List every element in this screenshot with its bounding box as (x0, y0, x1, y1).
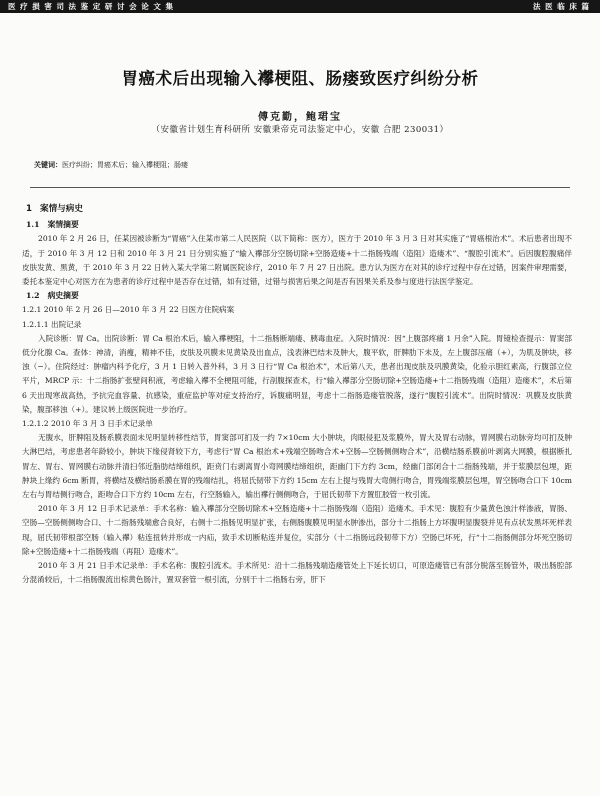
section-title: 案情摘要 (47, 220, 79, 230)
section-number: 1.2 (26, 291, 40, 301)
section-heading-1-2-1-1: 1.2.1.1 出院记录 (22, 319, 82, 329)
paragraph-discharge-record: 入院诊断：胃 Ca。出院诊断：胃 Ca 根治术后，输入襻梗阻，十二指肠断端瘘、胰毒血症。入院时情况：因“上腹部疼痛 1 月余”入院。胃镜检查提示：胃窦部低分化腺 Ca。查体：神清，消瘦，精神不佳，皮肤及巩膜未见黄染及出血点，浅表淋巴结未及肿大，腹平软，肝脾肋下未及，左上腹部压痛（+），为肌及肿块，移浊（−）。住院经过：肿瘤内科予化疗，3 月 1 日转入普外科，3 月 3 日行“胃 Ca 根治术”，术后第八天，患者出现皮肤及巩膜黄染，化验示胆红素高，行腹部立位平片，MRCP 示：十二指肠扩张壁间积液，考虑输入襻不全梗阻可能，行剖腹探查术，行“输入襻部分空肠切除+空肠造瘘+十二指肠残端（造阻）造瘘术”，术后第 6 天出现寒战高热，予抗完血容量、抗感染，重症监护等对症支持治疗，诉腹痛明显，考虑十二指肠造瘘管脱落，遂行“腹腔引流术”。出院时情况：巩膜及皮肤黄染，腹部移浊（+）。建议转上级医院进一步治疗。 (22, 333, 572, 414)
divider (30, 187, 570, 188)
section-heading-1-2-1: 1.2.1 2010 年 2 月 26 日—2010 年 3 月 22 日医方住院病案 (22, 305, 235, 315)
running-header (0, 0, 600, 13)
section-heading-1-1 (26, 218, 572, 232)
section-number: 1 (26, 204, 32, 214)
section-heading-1-2 (26, 289, 572, 303)
keywords-text: 医疗纠纷；胃癌术后；输入襻梗阻；肠瘘 (62, 161, 188, 169)
paragraph-operation-record-2: 2010 年 3 月 12 日手术记录单：手术名称：输入襻部分空肠切除术+空肠造瘘+十二指肠残端（造阻）造瘘术。手术见：腹腔有少量黄色浊汁样渗液，胃肠、空肠—空肠侧侧吻合口、十二指肠残端愈合良好，右侧十二指肠见明显扩张，右侧肠腹膜见明显水肿渗出，部分十二指肠上方坏腹明显腹裂并见有点状发黑坏死样表现，屈氏韧带根部空肠（输入襻）粘连扭转并形成一内疝，致手术切断粘连并复位，实部分（十二指肠远段韧带下方）空肠已坏死，行“十二指肠侧部分坏死空肠切除+空肠造瘘+十二指肠残端（再阻）造瘘术”。 (22, 504, 572, 556)
article-affiliation: （安徽省计划生育科研所 安徽秉帝克司法鉴定中心，安徽 合肥 230031） (151, 125, 449, 135)
section-name: 法 医 临 床 篇 (533, 2, 590, 11)
section-number: 1.1 (26, 220, 40, 230)
paragraph-case-summary: 2010 年 2 月 26 日，任某因被诊断为“胃癌”入住某市第二人民医院（以下简称：医方），医方于 2010 年 3 月 3 日对其实施了“胃癌根治术”。术后患者出现不适，于 2010 年 3 月 12 日和 2010 年 3 月 21 日分别实施了“输入襻部分空肠切除+空肠造瘘+十二指肠残端（造阻）造瘘术”、“腹腔引流术”。后因腹腔腹痛伴皮肤发黄、黑黄，于 2010 年 3 月 22 日转入某大学第二附属医院诊疗，2010 年 7 月 27 日出院。患方认为医方在对其的诊疗过程中存在过错，因案件审理需要，委托本鉴定中心对医方在为患者的诊疗过程中是否存在过错，如有过错，过错与损害后果之间是否有因果关系及参与度进行法医学鉴定。 (22, 234, 572, 287)
paragraph-operation-record-3: 2010 年 3 月 21 日手术记录单：手术名称：腹腔引流术。手术所见：沿十二指肠残端造瘘管处上下延长切口，可原造瘘管已有部分脱落至肠管外，吸出肠腔部分混淆较后，十二指肠腹流出棕黄色肠汁，置双套管一根引流，分别于十二指肠右旁，肝下 (22, 561, 572, 585)
article-body (22, 200, 572, 587)
section-heading-1 (26, 202, 572, 216)
section-title: 病史摘要 (47, 291, 79, 301)
article-authors: 傅克勤，鲍珺宝 (258, 112, 342, 123)
journal-name: 医 疗 损 害 司 法 鉴 定 研 讨 会 论 文 集 (8, 2, 174, 11)
article-title: 胃癌术后出现输入襻梗阻、肠瘘致医疗纠纷分析 (121, 69, 479, 88)
keywords-label: 关键词： (34, 160, 62, 169)
section-heading-1-2-1-2: 1.2.1.2 2010 年 3 月 3 日手术记录单 (22, 419, 153, 429)
paragraph-operation-record-1: 无腹水，肝脾阻及肠系膜表面未见明显转移性结节，胃窦部可扪及一约 7×10cm 大小肿块，肉眼侵犯及浆膜外，胃大及胃右动脉，胃网膜右动脉旁均可扪及肿大淋巴结，考虑患者年龄较小，肿块下缘侵肾较下方，考虑行“胃 Ca 根治术+残端空肠吻合术+空肠—空肠侧侧吻合术”，沿横结肠系膜前叶剥离大网膜，根据断扎胃左、胃右、胃网膜右动脉并清扫邻近脂肪结缔组织，距贲门右剥离胃小弯网膜结缔组织，距幽门下方约 3cm，经幽门部闭合十二指肠残端，并于浆膜层包埋，距肿块上缘约 6cm 断胃，将横结及横结肠系膜在胃的残端结扎，将屈氏韧带下方约 15cm 左右上提与残胃大弯侧行吻合，胃残端浆膜层包埋，胃空肠吻合口下 10cm 左右与胃结侧行吻合，距吻合口下方约 10cm 左右，行空肠输入，输出襻行侧侧吻合，于屈氏韧带下方置肛胶管一枚引流。 (22, 433, 572, 500)
keywords (34, 160, 574, 170)
section-title: 案情与病史 (39, 204, 83, 214)
